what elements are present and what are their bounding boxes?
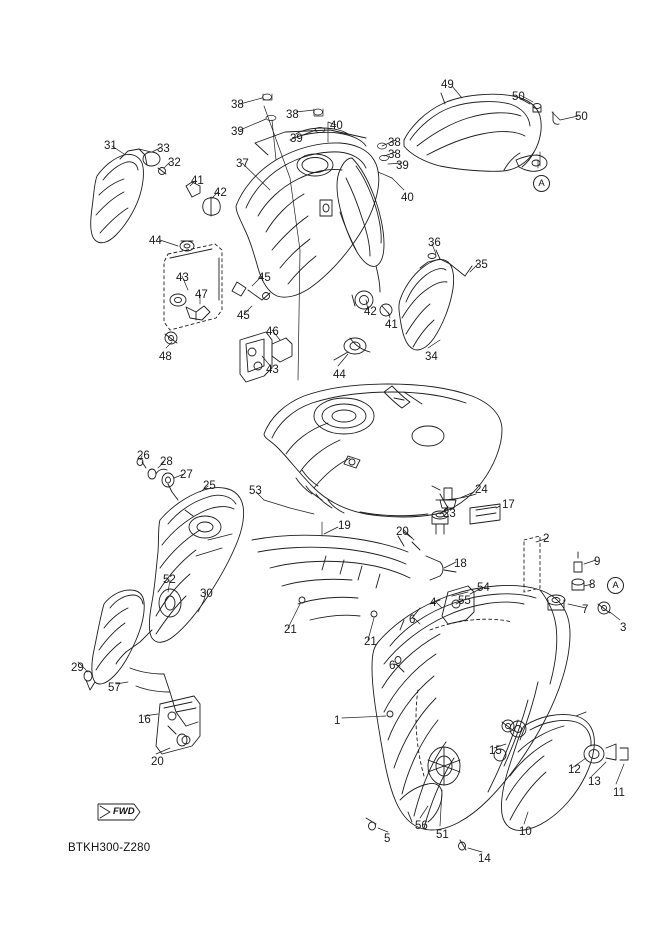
callout-number-29: 29 <box>71 662 84 674</box>
callout-number-15: 15 <box>489 745 502 757</box>
callout-number-39: 39 <box>290 133 303 145</box>
callout-number-47: 47 <box>195 289 208 301</box>
callout-number-28: 28 <box>160 456 173 468</box>
callout-number-11: 11 <box>613 787 625 799</box>
callout-number-45: 45 <box>237 310 250 322</box>
callout-number-43: 43 <box>176 272 189 284</box>
callout-number-41: 41 <box>385 319 398 331</box>
part-31-cover <box>91 149 166 243</box>
callout-number-6: 6 <box>409 614 416 626</box>
callout-number-39: 39 <box>396 160 409 172</box>
callout-number-6: 6 <box>389 660 396 672</box>
callout-number-4: 4 <box>430 597 437 609</box>
callout-number-3: 3 <box>620 622 627 634</box>
callout-number-48: 48 <box>159 351 172 363</box>
callout-number-43: 43 <box>266 364 279 376</box>
callout-number-49: 49 <box>441 79 454 91</box>
callout-number-24: 24 <box>475 484 488 496</box>
callout-number-44: 44 <box>333 369 346 381</box>
diagram-code: BTKH300-Z280 <box>68 842 151 854</box>
part-19-21-frame <box>252 535 456 620</box>
fuel-tank <box>264 384 502 517</box>
callout-number-8: 8 <box>589 579 596 591</box>
callout-number-55: 55 <box>458 595 471 607</box>
leader-lines <box>78 86 627 852</box>
fwd-label: FWD <box>113 806 135 817</box>
callout-number-38: 38 <box>388 149 401 161</box>
callout-number-52: 52 <box>163 574 176 586</box>
callout-number-7: 7 <box>582 604 589 616</box>
callout-number-34: 34 <box>425 351 438 363</box>
part-right-fasteners <box>524 533 610 614</box>
callout-number-21: 21 <box>284 624 297 636</box>
callout-number-10: 10 <box>519 826 532 838</box>
part-10-rear-cover <box>501 712 628 830</box>
callout-number-54: 54 <box>477 582 490 594</box>
callout-number-18: 18 <box>454 558 467 570</box>
part-49-cover <box>404 93 559 171</box>
callout-number-30: 30 <box>200 588 213 600</box>
callout-number-40: 40 <box>330 120 343 132</box>
callout-number-19: 19 <box>338 520 351 532</box>
callout-number-53: 53 <box>249 485 262 497</box>
callout-number-2: 2 <box>543 533 550 545</box>
callout-number-23: 23 <box>443 508 456 520</box>
circled-letter-a: A <box>607 577 624 594</box>
callout-number-5: 5 <box>384 833 391 845</box>
callout-number-13: 13 <box>588 776 601 788</box>
callout-number-45: 45 <box>258 272 271 284</box>
callout-number-39: 39 <box>231 126 244 138</box>
callout-number-37: 37 <box>236 158 249 170</box>
callout-number-42: 42 <box>364 306 377 318</box>
callout-number-38: 38 <box>388 137 401 149</box>
callout-number-16: 16 <box>138 714 151 726</box>
callout-number-46: 46 <box>266 326 279 338</box>
callout-number-50: 50 <box>575 111 588 123</box>
callout-number-38: 38 <box>286 109 299 121</box>
callout-number-27: 27 <box>180 469 193 481</box>
callout-number-44: 44 <box>149 235 162 247</box>
callout-number-35: 35 <box>475 259 488 271</box>
callout-number-57: 57 <box>108 682 121 694</box>
callout-number-33: 33 <box>157 143 170 155</box>
callout-number-14: 14 <box>478 853 491 865</box>
callout-number-25: 25 <box>203 480 216 492</box>
callout-number-1: 1 <box>334 715 341 727</box>
part-34-cover <box>399 250 472 350</box>
callout-number-41: 41 <box>191 175 204 187</box>
callout-number-26: 26 <box>137 450 150 462</box>
callout-number-36: 36 <box>428 237 441 249</box>
callout-number-21: 21 <box>364 636 377 648</box>
callout-number-20: 20 <box>396 526 409 538</box>
part-1-lower-cowl <box>366 582 570 850</box>
callout-number-56: 56 <box>415 820 428 832</box>
part-16-bracket <box>156 696 200 754</box>
callout-number-20: 20 <box>151 756 164 768</box>
callout-number-38: 38 <box>231 99 244 111</box>
callout-number-32: 32 <box>168 157 181 169</box>
callout-number-9: 9 <box>594 556 601 568</box>
circled-letter-a: A <box>533 175 550 192</box>
part-cowl-right-strip <box>334 158 392 360</box>
callout-number-42: 42 <box>214 187 227 199</box>
callout-number-40: 40 <box>401 192 414 204</box>
callout-number-31: 31 <box>104 140 117 152</box>
callout-number-51: 51 <box>436 829 449 841</box>
callout-number-12: 12 <box>568 764 581 776</box>
callout-number-50: 50 <box>512 91 525 103</box>
callout-number-17: 17 <box>502 499 515 511</box>
